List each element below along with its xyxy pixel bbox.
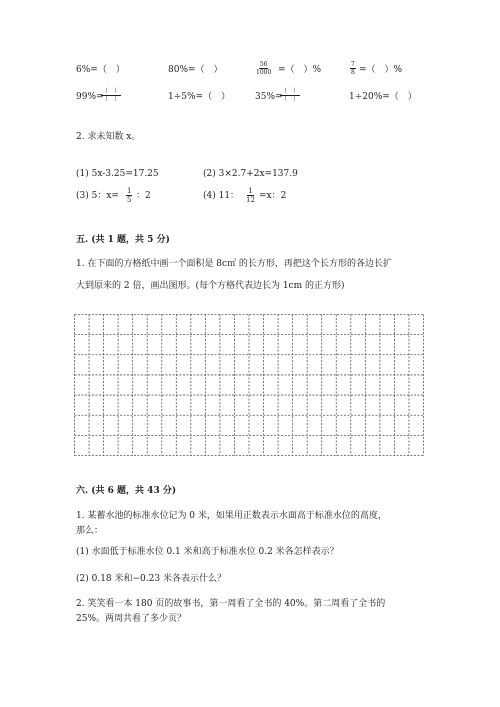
section6-q1-part-b: (2) 0.18 米和−0.23 米各表示什么？ — [76, 574, 226, 584]
section5-heading: 五. (共 1 题，共 5 分) — [76, 235, 170, 245]
section6-heading: 六. (共 6 题，共 43 分) — [76, 486, 177, 496]
calc-r1-c1: 6%=（ ） — [76, 65, 125, 75]
calc-r1-c4-fraction: $\frac{7}{8}$ — [351, 61, 355, 76]
section6-q2-line1: 2. 笑笑看一本 180 页的故事书，第一周看了全书的 40%。第二周看了全书的 — [76, 599, 386, 609]
calc-r2-c3-pre: 35%= — [255, 92, 283, 102]
calc-r2-c1-pre: 99%= — [76, 92, 104, 102]
calc-r1-c3-fraction: $\frac{56}{1000}$ — [256, 61, 272, 76]
calc-r2-c2: 1÷5%=（ ） — [168, 92, 231, 102]
calc-r2-c3-fraction: （ ） （ ） — [281, 88, 300, 103]
solve-title: 2. 求未知数 x。 — [76, 132, 141, 142]
section5-q1-line2: 大到原来的 2 倍，画出图形。(每个方格代表边长为 1cm 的正方形) — [76, 281, 345, 291]
calc-r1-c4-rest: =（ ）% — [359, 65, 403, 75]
calc-r2-c4: 1÷20%=（ ） — [349, 92, 417, 102]
solve-p3-post: ：2 — [136, 191, 151, 201]
solve-p3-fraction: $\frac{1}{5}$ — [127, 187, 132, 204]
solve-p4-fraction: $\frac{1}{12}$ — [246, 187, 255, 204]
section6-q1-part-a: (1) 水面低于标准水位 0.1 米和高于标准水位 0.2 米各怎样表示？ — [76, 547, 339, 557]
solve-p2: (2) 3×2.7+2x=137.9 — [203, 169, 298, 179]
solve-p4-pre: (4) 11： — [203, 191, 240, 201]
square-grid[interactable] — [74, 314, 424, 456]
section5-q1-line1: 1. 在下面的方格纸中画一个面积是 8c㎡ 的长方形，再把这个长方形的各边长扩 — [76, 259, 392, 269]
section6-q2-line2: 25%。两周共看了多少页？ — [76, 614, 187, 624]
section6-q1-line2: 那么： — [76, 526, 104, 536]
solve-p4-post: =x：2 — [259, 191, 287, 201]
calc-r1-c3-rest: =（ ）% — [278, 65, 322, 75]
solve-p1: (1) 5x-3.25=17.25 — [76, 169, 159, 179]
calc-r2-c1-fraction: （ ） （ ） — [102, 88, 121, 103]
calc-r1-c2: 80%=（ ） — [168, 65, 223, 75]
solve-p3-pre: (3) 5：x= — [76, 191, 119, 201]
section6-q1-line1: 1. 某蓄水池的标准水位记为 0 米，如果用正数表示水面高于标准水位的高度， — [76, 511, 387, 521]
